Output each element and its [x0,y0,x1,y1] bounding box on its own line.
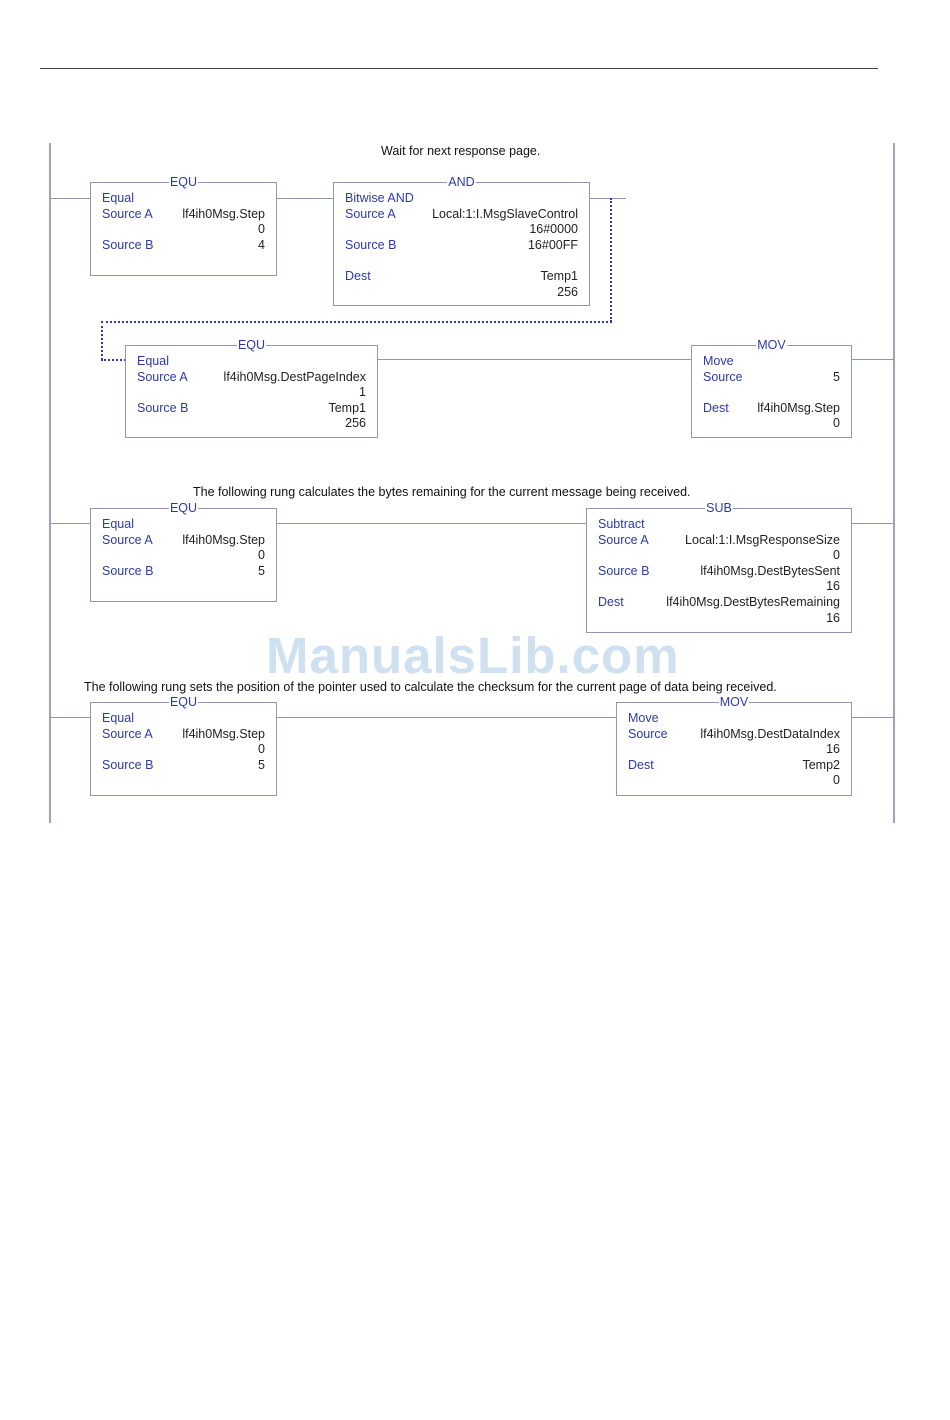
rung1-comment: Wait for next response page. [381,144,541,158]
source-b-label: Source B [137,401,189,415]
instruction-name: Equal [102,191,134,205]
instruction-title: EQU [169,501,198,515]
left-power-rail [49,143,51,823]
dest-label: Dest [598,595,624,609]
branch-wire-horizontal [101,359,126,361]
equ-instruction-block[interactable] [90,501,277,602]
page-top-rule [40,68,878,69]
source-b-label: Source B [598,564,650,578]
dest-tag[interactable]: Temp2 [802,758,840,772]
instruction-title: EQU [169,175,198,189]
rung1-branch-wire [378,359,692,360]
source-a-label: Source A [598,533,649,547]
mov-instruction-block[interactable] [691,338,852,438]
source-b-value[interactable]: 4 [258,238,265,252]
dest-label: Dest [345,269,371,283]
source-a-label: Source A [102,727,153,741]
source-a-value: 0 [258,548,265,562]
source-b-tag[interactable]: lf4ih0Msg.DestBytesSent [700,564,840,578]
instruction-name: Move [703,354,734,368]
source-b-value: 16 [826,579,840,593]
source-a-tag[interactable]: lf4ih0Msg.Step [182,533,265,547]
rung1-branch-wire [852,359,893,360]
rung3-comment: The following rung sets the position of the pointer used to calculate the checksum for the current page of data being received. [84,680,777,694]
sub-instruction-block[interactable] [586,501,852,633]
source-label: Source [628,727,668,741]
source-b-label: Source B [102,564,154,578]
source-b-value[interactable]: 5 [258,758,265,772]
source-b-value[interactable]: 5 [258,564,265,578]
rung2-comment: The following rung calculates the bytes remaining for the current message being received. [193,485,691,499]
source-value[interactable]: 5 [833,370,840,384]
rung2-wire [51,523,91,524]
branch-wire-horizontal [101,321,612,323]
source-b-label: Source B [102,758,154,772]
instruction-title: EQU [169,695,198,709]
dest-value: 0 [833,773,840,787]
dest-tag[interactable]: lf4ih0Msg.Step [757,401,840,415]
rung1-wire [277,198,334,199]
dest-value: 0 [833,416,840,430]
source-label: Source [703,370,743,384]
rung3-wire [51,717,91,718]
right-power-rail [893,143,895,823]
rung3-wire [277,717,616,718]
rung2-wire [852,523,893,524]
source-b-value: 256 [345,416,366,430]
source-a-value: 0 [258,222,265,236]
dest-tag[interactable]: Temp1 [540,269,578,283]
instruction-name: Equal [102,711,134,725]
instruction-title: MOV [719,695,749,709]
dest-tag[interactable]: lf4ih0Msg.DestBytesRemaining [666,595,840,609]
equ-instruction-block[interactable] [90,175,277,276]
equ-instruction-block[interactable] [125,338,378,438]
rung1-wire [590,198,626,199]
instruction-title: EQU [237,338,266,352]
source-value: 16 [826,742,840,756]
branch-wire-vertical [101,321,103,360]
instruction-name: Subtract [598,517,645,531]
source-a-tag[interactable]: lf4ih0Msg.Step [182,727,265,741]
and-instruction-block[interactable] [333,175,590,306]
source-a-tag[interactable]: Local:1:I.MsgResponseSize [685,533,840,547]
instruction-name: Equal [102,517,134,531]
source-a-value: 0 [258,742,265,756]
source-a-tag[interactable]: Local:1:I.MsgSlaveControl [432,207,578,221]
dest-label: Dest [703,401,729,415]
mov-instruction-block[interactable] [616,695,852,796]
source-a-tag[interactable]: lf4ih0Msg.Step [182,207,265,221]
dest-label: Dest [628,758,654,772]
instruction-title: MOV [757,338,786,352]
rung1-wire [51,198,91,199]
source-tag[interactable]: lf4ih0Msg.DestDataIndex [700,727,840,741]
equ-instruction-block[interactable] [90,695,277,796]
rung3-wire [852,717,893,718]
source-a-value: 1 [359,385,366,399]
source-b-tag[interactable]: Temp1 [328,401,366,415]
branch-wire-vertical [610,198,612,322]
instruction-title: SUB [706,501,732,515]
source-b-label: Source B [345,238,397,252]
instruction-name: Equal [137,354,169,368]
source-a-label: Source A [102,207,153,221]
source-a-value: 0 [833,548,840,562]
source-b-value[interactable]: 16#00FF [527,238,578,252]
source-a-label: Source A [102,533,153,547]
dest-value: 16 [826,611,840,625]
source-a-label: Source A [137,370,188,384]
source-b-label: Source B [102,238,154,252]
instruction-title: AND [448,175,475,189]
dest-value: 256 [557,285,578,299]
source-a-value: 16#0000 [529,222,578,236]
source-a-tag[interactable]: lf4ih0Msg.DestPageIndex [223,370,366,384]
watermark: ManualsLib.com [266,627,680,684]
instruction-name: Move [628,711,659,725]
instruction-name: Bitwise AND [345,191,414,205]
rung2-wire [277,523,586,524]
source-a-label: Source A [345,207,396,221]
